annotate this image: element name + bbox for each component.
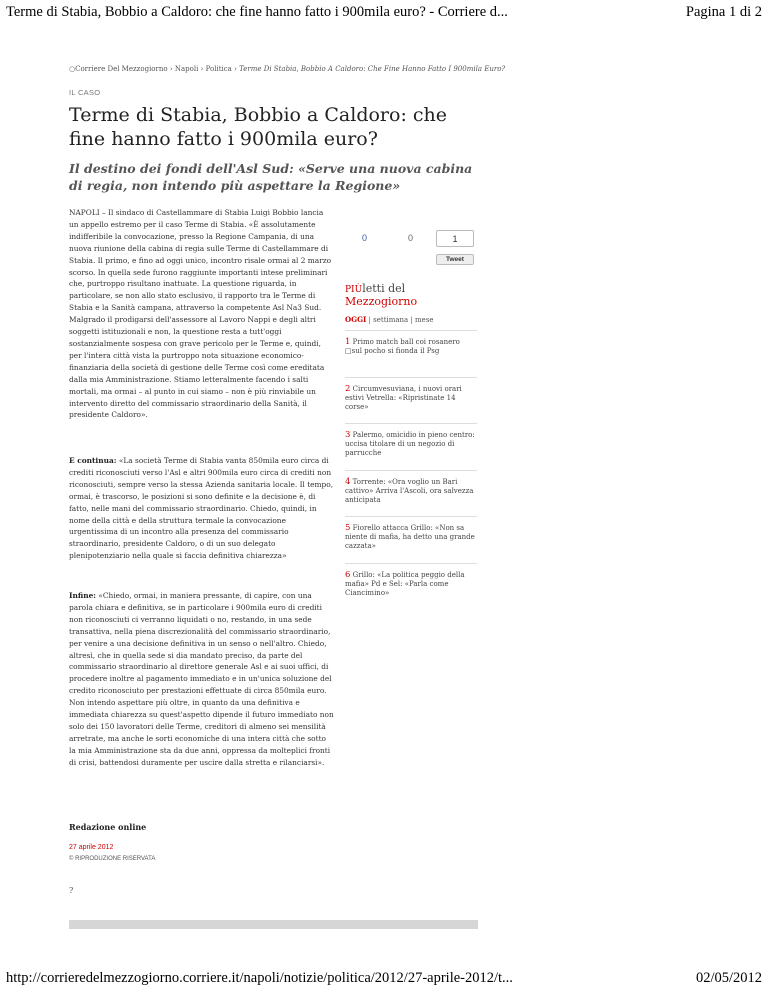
breadcrumb-separator: › (231, 65, 240, 73)
tab-mese[interactable]: mese (415, 316, 434, 324)
article-subtitle: Il destino dei fondi dell'Asl Sud: «Serve una nuova cabina di regia, non intendo più aspettare la Regione» (69, 161, 473, 193)
tweet-button[interactable]: Tweet (436, 254, 474, 265)
article-paragraph-2 (69, 455, 334, 562)
paragraph-lead: Infine: (69, 591, 97, 600)
rank-number: 2 (345, 383, 351, 394)
article-date: 27 aprile 2012 (69, 844, 114, 851)
facebook-share-count[interactable]: 0 (362, 233, 368, 243)
item-headline[interactable]: Circumvesuviana, i nuovi orari estivi Vetrella: «Ripristinate 14 corse» (345, 384, 462, 411)
tab-settimana[interactable]: settimana (373, 316, 409, 324)
article-byline: Redazione online (69, 822, 147, 832)
footer-divider-bar (69, 920, 478, 929)
most-read-item[interactable] (345, 377, 477, 424)
copyright-notice: © RIPRODUZIONE RISERVATA (69, 856, 156, 862)
breadcrumb-current: Terme Di Stabia, Bobbio A Caldoro: Che Fine Hanno Fatto I 900mila Euro? (239, 65, 506, 73)
most-read-tabs (345, 315, 477, 324)
breadcrumb-site-link[interactable]: Corriere Del Mezzogiorno (75, 65, 168, 73)
rank-number: 3 (345, 430, 351, 440)
item-headline[interactable]: Torrente: «Ora voglio un Bari cattivo» Arriva l'Ascoli, ora salvezza anticipata (345, 477, 474, 504)
tab-separator: | (408, 316, 416, 324)
unknown-glyph: ? (69, 886, 74, 895)
item-headline[interactable]: Fiorello attacca Grillo: «Non sa niente di mafia, ha detto una grande cazzata» (345, 524, 475, 551)
tab-oggi[interactable]: OGGI (345, 315, 367, 324)
print-url: http://corrieredelmezzogiorno.corriere.it/napoli/notizie/politica/2012/27-aprile-2012/t... (6, 970, 513, 986)
item-headline[interactable]: Primo match ball coi rosanero □sul pocho si fionda il Psg (345, 338, 460, 356)
rank-number: 6 (345, 569, 351, 580)
article-title: Terme di Stabia, Bobbio a Caldoro: che fine hanno fatto i 900mila euro? (69, 104, 448, 150)
most-read-item[interactable] (345, 330, 477, 377)
tab-separator: | (366, 316, 374, 324)
article-paragraph-3 (69, 590, 334, 769)
print-page-number: Pagina 1 di 2 (685, 4, 762, 20)
article-paragraph-1: NAPOLI – Il sindaco di Castellammare di Stabia Luigi Bobbio lancia un appello estremo per il caso Terme di Stabia. «È assolutamente indifferibile la convocazione, presso la Regione Campania, di una nuova riunione della cabina di regia sulle Terme di Castellammare di Stabia. Il primo, e fino ad oggi unico, incontro risale ormai al 2 marzo scorso. In quella sede furono raggiunte importanti intese preliminari che, purtroppo risultano inattuate. La questione riguarda, in particolare, se non allo stato esclusivo, il rapporto tra le Terme di Stabia e la Sanità campana, attraverso la competente Asl Na3 Sud. Malgrado il prodigarsi dell'assessore al Lavoro Nappi e degli altri soggetti istituzionali e non, la questione resta a tutt'oggi sostanzialmente sospesa con grave pericolo per le Terme e, quindi, per l'intera città vista la purtroppo nota situazione economico-finanziaria della società di gestione delle Terme così come ereditata dalla mia Amministrazione. Stiamo letteralmente facendo i salti mortali, ma ormai – al punto in cui siamo – non è più rinviabile un intervento diretto del commissario straordinario della Sanità, il presidente Caldoro». (69, 208, 332, 420)
most-read-brand: Mezzogiorno (345, 295, 418, 308)
article-kicker: IL CASO (69, 88, 101, 97)
breadcrumb-separator: › (198, 65, 206, 73)
paragraph-lead: E continua: (69, 456, 117, 465)
breadcrumb (69, 65, 505, 73)
breadcrumb-separator: › (167, 65, 175, 73)
breadcrumb-section-link[interactable]: Politica (205, 65, 232, 73)
social-share-box (348, 230, 476, 268)
most-read-list (345, 330, 477, 609)
breadcrumb-bullet: ○ (69, 65, 76, 73)
most-read-heading (345, 282, 477, 308)
print-date: 02/05/2012 (695, 970, 762, 986)
most-read-letti: letti del (362, 282, 406, 295)
most-read-item[interactable] (345, 563, 477, 610)
most-read-item[interactable] (345, 423, 477, 470)
share-count[interactable]: 0 (408, 233, 414, 243)
rank-number: 4 (345, 476, 351, 487)
most-read-item[interactable] (345, 470, 477, 517)
rank-number: 1 (345, 337, 351, 347)
most-read-box (345, 282, 477, 609)
breadcrumb-city-link[interactable]: Napoli (174, 65, 199, 73)
item-headline[interactable]: Palermo, omicidio in pieno centro: uccisa titolare di un negozio di parrucche (345, 431, 475, 458)
rank-number: 5 (345, 523, 351, 533)
paragraph-text: «Chiedo, ormai, in maniera pressante, di capire, con una parola chiara e definitiva, se in particolare i 900mila euro di crediti non riconosciuti ci verranno liquidati o no, restando, in una sede transattiva, nella piena discrezionalità del commissario straordinario, per venire a una decisione definitiva in un senso o nell'altro. Chiedo, altresì, che in quella sede si dia mandato preciso, da parte del commissario straordinario al direttore generale Asl e ai suoi uffici, di procedere inoltre al pagamento immediato e in un'unica soluzione del credito riconosciuto per prestazioni effettuate di circa 850mila euro. Non intendo aspettare più oltre, in quanto da una definitiva e immediata chiarezza su quest'aspetto dipende il futuro immediato non solo dei 150 lavoratori delle Terme, creditori di almeno sei mensilità arretrate, ma anche le sorti economiche di una intera città che sotto la mia Amministrazione sta da due anni, oppressa da molteplici fronti di crisi, battendosi duramente per uscire dalla stretta e rilanciarsi». (69, 591, 334, 767)
item-headline[interactable]: Grillo: «La politica peggio della mafia» Pd e Sel: «Parla come Ciancimino» (345, 570, 465, 597)
most-read-pi: PIÙ (345, 285, 363, 295)
paragraph-text: «La società Terme di Stabia vanta 850mila euro circa di crediti riconosciuti verso l'Asl e altri 900mila euro circa di crediti non riconosciuti, sempre verso la stessa Azienda sanitaria locale. Il tempo, ormai, è trascorso, le posizioni si sono definite e la decisione è, di fatto, nelle mani del commissario straordinario. Chiedo, quindi, in nome della città e della struttura termale la convocazione urgentissima di un incontro alla presenza del commissario straordinario, presidente Caldoro, o di un suo delegato plenipotenziario nella quale si faccia definitiva chiarezza» (69, 456, 334, 561)
most-read-item[interactable] (345, 516, 477, 563)
tweet-count: 1 (436, 230, 474, 247)
print-title: Terme di Stabia, Bobbio a Caldoro: che fine hanno fatto i 900mila euro? - Corriere d... (6, 4, 508, 20)
